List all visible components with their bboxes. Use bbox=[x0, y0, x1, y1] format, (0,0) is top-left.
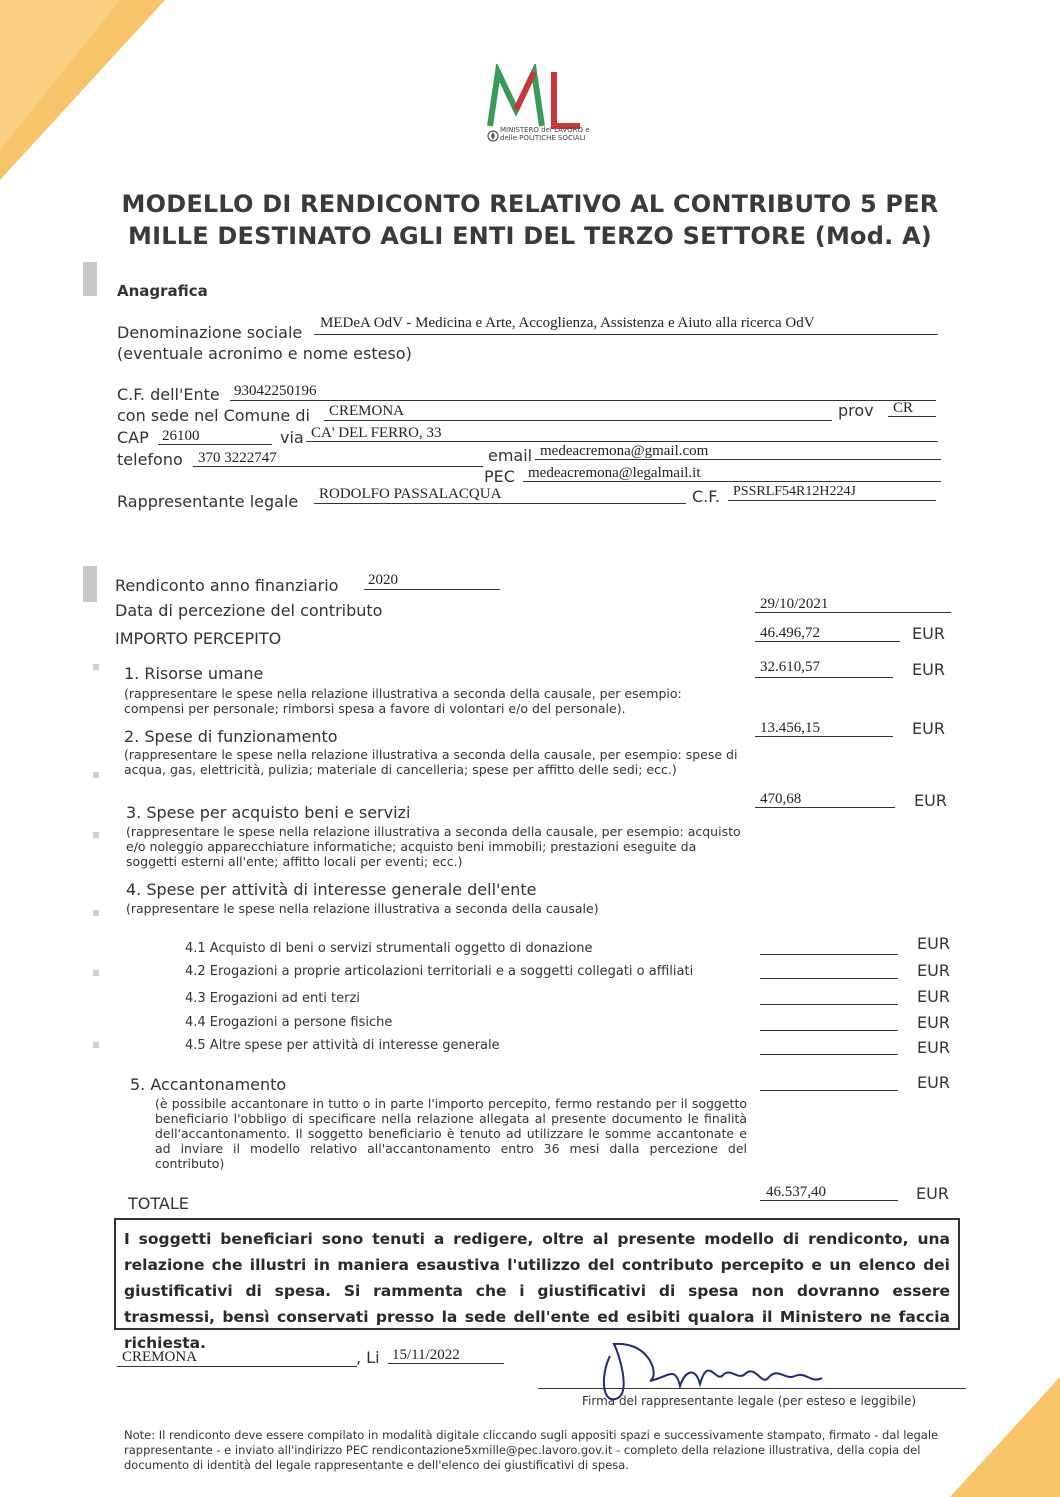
denominazione-field[interactable]: MEDeA OdV - Medicina e Arte, Accoglienza, Assistenza e Aiuto alla ricerca OdV bbox=[320, 315, 815, 331]
currency-label: EUR bbox=[914, 791, 947, 810]
currency-label: EUR bbox=[917, 1013, 950, 1032]
field-underline bbox=[117, 1366, 357, 1367]
notice-box: I soggetti beneficiari sono tenuti a redigere, oltre al presente modello di rendiconto, una relazione che illustri in maniera esaustiva l'utilizzo del contributo percepito e un elenco dei giustificativi di spesa. Si rammenta che i giustificativi di spesa non dovranno essere trasmessi, bensì conservati presso la sede dell'ente ed esibiti qualora il Ministero ne faccia richiesta. bbox=[114, 1218, 960, 1330]
firma-label: Firma del rappresentante legale (per esteso e leggibile) bbox=[582, 1394, 917, 1408]
ministry-caption: MINISTERO del LAVORO e delle POLITICHE SOCIALI bbox=[500, 126, 590, 142]
anno-field[interactable]: 2020 bbox=[368, 572, 398, 588]
comune-label: con sede nel Comune di bbox=[117, 406, 310, 425]
cap-field[interactable]: 26100 bbox=[162, 428, 200, 444]
scan-mark bbox=[93, 910, 99, 916]
field-underline bbox=[314, 334, 938, 335]
field-underline bbox=[728, 500, 936, 501]
item-funzionamento-field[interactable]: 13.456,15 bbox=[760, 720, 820, 736]
comune-field[interactable]: CREMONA bbox=[329, 403, 405, 419]
scan-mark bbox=[93, 970, 99, 976]
field-underline bbox=[324, 420, 832, 421]
field-underline bbox=[314, 503, 686, 504]
page-title bbox=[90, 188, 970, 252]
anno-label: Rendiconto anno finanziario bbox=[115, 576, 339, 595]
section-marker bbox=[83, 262, 97, 296]
corner-decoration-top-left-inner bbox=[0, 0, 120, 150]
item-note: (rappresentare le spese nella relazione illustrativa a seconda della causale, per esempio: acquisto e/o noleggio apparecchiature informatiche; acquisto beni immobili; prestazioni eseguite da soggetti esterni all'ente; affitto locali per eventi; ecc.) bbox=[126, 824, 741, 869]
totale-field[interactable]: 46.537,40 bbox=[766, 1184, 826, 1200]
subitem-label: 4.3 Erogazioni ad enti terzi bbox=[185, 991, 360, 1006]
title-line-1: MODELLO DI RENDICONTO RELATIVO AL CONTRIBUTO 5 PER bbox=[121, 190, 939, 218]
totale-label: TOTALE bbox=[128, 1194, 189, 1213]
subitem-field[interactable] bbox=[760, 1030, 898, 1031]
scan-mark bbox=[93, 772, 99, 778]
item-interesse-generale-label: 4. Spese per attività di interesse generale dell'ente bbox=[126, 880, 537, 899]
acronimo-hint: (eventuale acronimo e nome esteso) bbox=[117, 344, 412, 363]
field-underline bbox=[535, 459, 941, 460]
field-underline bbox=[755, 807, 895, 808]
email-label: email bbox=[488, 446, 533, 465]
item-risorse-umane-field[interactable]: 32.610,57 bbox=[760, 659, 820, 675]
currency-label: EUR bbox=[917, 1038, 950, 1057]
cf-ente-field[interactable]: 93042250196 bbox=[234, 383, 317, 399]
ml-logo-icon bbox=[480, 64, 595, 134]
subitem-label: 4.5 Altre spese per attività di interesse generale bbox=[185, 1038, 500, 1053]
rappresentante-label: Rappresentante legale bbox=[117, 492, 299, 511]
accantonamento-note: (è possibile accantonare in tutto o in parte l'importo percepito, fermo restando per il soggetto beneficiario l'obbligo di specificare nella relazione allegata al presente documento le finalità dell'accantonamento. Il soggetto beneficiario è tenuto ad utilizzare le somme accantonate e ad inviare il modello relativo all'accantonamento entro 36 mesi dalla percezione del contributo) bbox=[155, 1096, 747, 1171]
telefono-field[interactable]: 370 3222747 bbox=[198, 450, 277, 466]
subitem-field[interactable] bbox=[760, 978, 898, 979]
prov-label: prov bbox=[838, 401, 874, 420]
currency-label: EUR bbox=[912, 719, 945, 738]
field-underline bbox=[755, 641, 900, 642]
field-underline bbox=[888, 416, 936, 417]
field-underline bbox=[755, 612, 951, 613]
cap-label: CAP bbox=[117, 428, 149, 447]
data-percezione-field[interactable]: 29/10/2021 bbox=[760, 596, 829, 612]
section-title-anagrafica: Anagrafica bbox=[117, 282, 208, 300]
item-acquisto-field[interactable]: 470,68 bbox=[760, 791, 802, 807]
subitem-field[interactable] bbox=[760, 1054, 898, 1055]
currency-label: EUR bbox=[917, 934, 950, 953]
item-note: (rappresentare le spese nella relazione illustrativa a seconda della causale) bbox=[126, 901, 599, 916]
li-label: , Li bbox=[356, 1348, 380, 1367]
date-field[interactable]: 15/11/2022 bbox=[392, 1347, 460, 1363]
subitem-label: 4.4 Erogazioni a persone fisiche bbox=[185, 1015, 393, 1030]
field-underline bbox=[306, 441, 938, 442]
currency-label: EUR bbox=[917, 961, 950, 980]
currency-label: EUR bbox=[917, 987, 950, 1006]
item-risorse-umane-label: 1. Risorse umane bbox=[124, 664, 264, 683]
item-funzionamento-label: 2. Spese di funzionamento bbox=[124, 727, 338, 746]
scan-mark bbox=[93, 1042, 99, 1048]
currency-label: EUR bbox=[917, 1073, 950, 1092]
scan-mark bbox=[93, 664, 99, 670]
cf-ente-label: C.F. dell'Ente bbox=[117, 385, 220, 404]
currency-label: EUR bbox=[912, 660, 945, 679]
data-percezione-label: Data di percezione del contributo bbox=[115, 601, 383, 620]
prov-field[interactable]: CR bbox=[893, 400, 914, 416]
currency-label: EUR bbox=[912, 624, 945, 643]
footnote: Note: Il rendiconto deve essere compilato in modalità digitale cliccando sugli appositi spazi e successivamente stampato, firmato - dal legale rappresentante - e inviato all'indirizzo PEC rendicontazione5xmille@pec.lavoro.gov.it - completo della relazione illustrativa, della copia del documento di identità del legale rappresentante e dell'elenco dei giustificativi di spesa. bbox=[124, 1428, 939, 1472]
rapp-cf-label: C.F. bbox=[692, 487, 720, 506]
field-underline bbox=[388, 1363, 504, 1364]
rappresentante-field[interactable]: RODOLFO PASSALACQUA bbox=[319, 486, 502, 502]
field-underline bbox=[193, 466, 483, 467]
republic-emblem-icon bbox=[487, 128, 499, 147]
currency-label: EUR bbox=[916, 1184, 949, 1203]
via-label: via bbox=[280, 428, 304, 447]
item-note: (rappresentare le spese nella relazione illustrativa a seconda della causale, per esempio: compensi per personale; rimborsi spesa a favore di volontari e/o del personale). bbox=[124, 686, 682, 716]
title-line-2: MILLE DESTINATO AGLI ENTI DEL TERZO SETTORE (Mod. A) bbox=[128, 222, 932, 250]
signature-line bbox=[538, 1388, 966, 1389]
scan-mark bbox=[93, 832, 99, 838]
pec-label: PEC bbox=[484, 467, 515, 486]
place-field[interactable]: CREMONA bbox=[122, 1349, 198, 1365]
field-underline bbox=[523, 481, 941, 482]
via-field[interactable]: CA' DEL FERRO, 33 bbox=[311, 425, 442, 441]
subitem-field[interactable] bbox=[760, 954, 898, 955]
email-field[interactable]: medeacremona@gmail.com bbox=[540, 443, 709, 459]
importo-label: IMPORTO PERCEPITO bbox=[115, 629, 282, 648]
subitem-field[interactable] bbox=[760, 1004, 898, 1005]
section-marker bbox=[83, 566, 97, 602]
field-underline bbox=[158, 444, 272, 445]
field-underline bbox=[755, 736, 893, 737]
field-underline bbox=[760, 1200, 898, 1201]
subitem-label: 4.1 Acquisto di beni o servizi strumentali oggetto di donazione bbox=[185, 941, 593, 956]
field-underline bbox=[364, 589, 500, 590]
accantonamento-field[interactable] bbox=[760, 1090, 898, 1091]
item-acquisto-label: 3. Spese per acquisto beni e servizi bbox=[126, 803, 411, 822]
rapp-cf-field[interactable]: PSSRLF54R12H224J bbox=[733, 484, 856, 499]
denominazione-label: Denominazione sociale bbox=[117, 323, 303, 342]
field-underline bbox=[755, 677, 893, 678]
pec-field[interactable]: medeacremona@legalmail.it bbox=[528, 465, 701, 481]
item-note: (rappresentare le spese nella relazione illustrativa a seconda della causale, per esempio: spese di acqua, gas, elettricità, pulizia; materiale di cancelleria; spese per affitto delle sedi; ecc.) bbox=[124, 747, 738, 777]
subitem-label: 4.2 Erogazioni a proprie articolazioni territoriali e a soggetti collegati o affiliati bbox=[185, 964, 694, 979]
accantonamento-label: 5. Accantonamento bbox=[130, 1075, 287, 1094]
importo-field[interactable]: 46.496,72 bbox=[760, 625, 820, 641]
telefono-label: telefono bbox=[117, 450, 183, 469]
field-underline bbox=[230, 400, 936, 401]
